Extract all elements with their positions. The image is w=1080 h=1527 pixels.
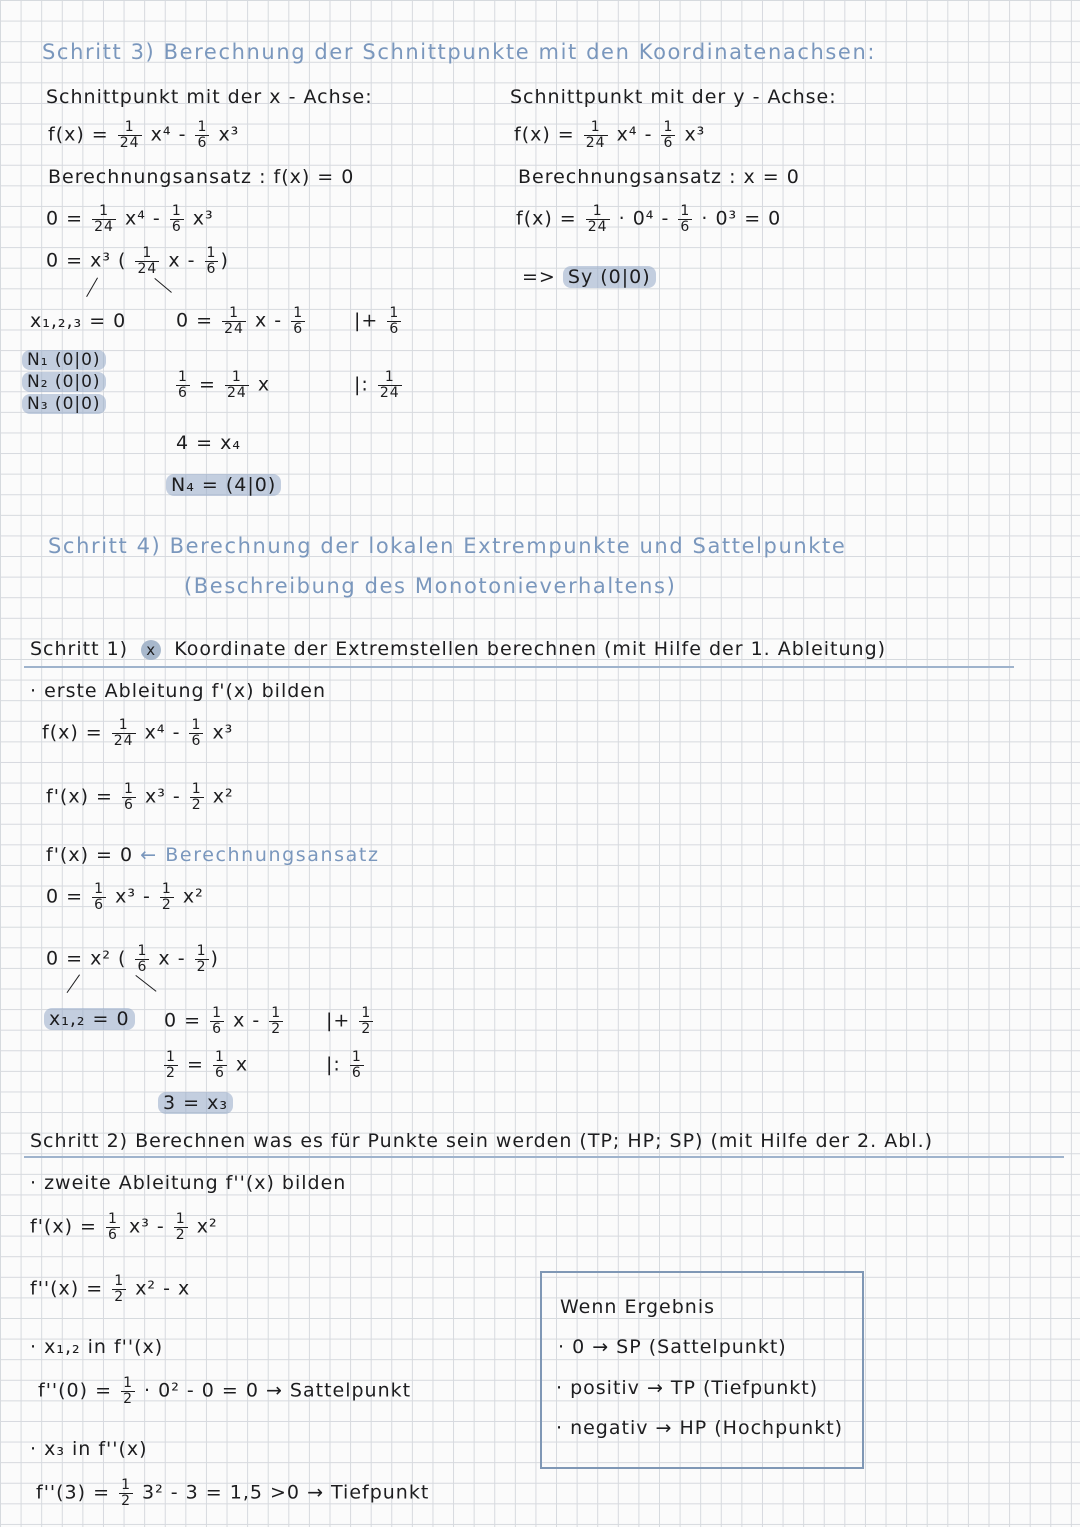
substep1-zero-equation: 0 = $\frac{1}{6}$ x³ - $\frac{1}{2}$ x² [46, 881, 204, 913]
branch-line-left-2 [67, 974, 80, 993]
substep1-solution-x3: 3 = x₃ [158, 1094, 233, 1113]
legend-item-saddle: · 0 → SP (Sattelpunkt) [558, 1336, 787, 1358]
legend-item-maximum: · negativ → HP (Hochpunkt) [556, 1417, 844, 1439]
substep2-heading: Schritt 2) Berechnen was es für Punkte sein werden (TP; HP; SP) (mit Hilfe der 2. Abl.) [30, 1130, 934, 1152]
substep1-operation-divide: |: $\frac{1}{6}$ [326, 1049, 362, 1081]
divider-substep1 [24, 666, 1014, 668]
x-axis-root-triple: x₁,₂,₃ = 0 [30, 310, 127, 332]
branch-line-left [86, 278, 98, 298]
root-n1: N₁ (0|0) [22, 352, 106, 369]
substep2-second-derivative: f''(x) = $\frac{1}{2}$ x² - x [30, 1273, 191, 1305]
x-axis-ansatz: Berechnungsansatz : f(x) = 0 [48, 166, 355, 188]
substep1-linear-equation: 0 = $\frac{1}{6}$ x - $\frac{1}{2}$ [164, 1005, 282, 1037]
step4-subheading: (Beschreibung des Monotonieverhaltens) [184, 574, 677, 598]
substep2-f-of-zero: f''(0) = $\frac{1}{2}$ · 0² - 0 = 0 → Sattelpunkt [38, 1375, 412, 1407]
x-mark-icon: x [141, 640, 161, 660]
step3-heading: Schritt 3) Berechnung der Schnittpunkte mit den Koordinatenachsen: [42, 40, 877, 64]
legend-item-minimum: · positiv → TP (Tiefpunkt) [556, 1377, 819, 1399]
substep2-x12-in: · x₁,₂ in f''(x) [30, 1336, 164, 1358]
step4-heading: Schritt 4) Berechnung der lokalen Extrempunkte und Sattelpunkte [48, 534, 847, 558]
substep1-function: f(x) = $\frac{1}{24}$ x⁴ - $\frac{1}{6}$ x³ [42, 717, 234, 749]
x-axis-factored-equation: 0 = x³ ( $\frac{1}{24}$ x - $\frac{1}{6}$ ) [46, 245, 229, 277]
y-axis-evaluation: f(x) = $\frac{1}{24}$ · 0⁴ - $\frac{1}{6}$ · 0³ = 0 [516, 203, 782, 235]
x-axis-zero-equation: 0 = $\frac{1}{24}$ x⁴ - $\frac{1}{6}$ x³ [46, 203, 214, 235]
y-axis-function: f(x) = $\frac{1}{24}$ x⁴ - $\frac{1}{6}$ x³ [514, 119, 706, 151]
y-axis-title: Schnittpunkt mit der y - Achse: [510, 86, 837, 108]
substep1-operation-add: |+ $\frac{1}{2}$ [326, 1005, 372, 1037]
substep1-heading: Schritt 1) x Koordinate der Extremstellen berechnen (mit Hilfe der 1. Ableitung) [30, 638, 887, 660]
root-n3: N₃ (0|0) [22, 396, 106, 413]
x-axis-linear-equation: 0 = $\frac{1}{24}$ x - $\frac{1}{6}$ [176, 305, 304, 337]
root-n4: N₄ = (4|0) [166, 476, 281, 495]
substep1-ansatz: f'(x) = 0 ← Berechnungsansatz [46, 844, 380, 866]
substep1-root-double: x₁,₂ = 0 [44, 1010, 135, 1029]
y-axis-ansatz: Berechnungsansatz : x = 0 [518, 166, 800, 188]
x-axis-solution-x4: 4 = x₄ [176, 432, 241, 454]
substep2-x3-in: · x₃ in f''(x) [30, 1438, 148, 1460]
substep2-first-derivative: f'(x) = $\frac{1}{6}$ x³ - $\frac{1}{2}$ x² [30, 1211, 218, 1243]
divider-substep2 [24, 1156, 1064, 1158]
root-n2: N₂ (0|0) [22, 374, 106, 391]
x-axis-rearranged-equation: $\frac{1}{6}$ = $\frac{1}{24}$ x [178, 369, 271, 401]
x-axis-operation-divide: |: $\frac{1}{24}$ [354, 369, 400, 401]
x-axis-operation-add: |+ $\frac{1}{6}$ [354, 305, 400, 337]
substep1-factored-equation: 0 = x² ( $\frac{1}{6}$ x - $\frac{1}{2}$ ) [46, 943, 219, 975]
branch-line-right [154, 278, 171, 293]
substep2-f-of-three: f''(3) = $\frac{1}{2}$ 3² - 3 = 1,5 >0 → Tiefpunkt [36, 1477, 430, 1509]
y-axis-intercept: => Sy (0|0) [522, 268, 656, 287]
substep1-derivative: f'(x) = $\frac{1}{6}$ x³ - $\frac{1}{2}$ x² [46, 781, 234, 813]
x-axis-title: Schnittpunkt mit der x - Achse: [46, 86, 373, 108]
legend-title: Wenn Ergebnis [560, 1296, 715, 1318]
substep1-bullet: · erste Ableitung f'(x) bilden [30, 680, 327, 702]
x-axis-function: f(x) = $\frac{1}{24}$ x⁴ - $\frac{1}{6}$ x³ [48, 119, 240, 151]
substep1-rearranged-equation: $\frac{1}{2}$ = $\frac{1}{6}$ x [166, 1049, 249, 1081]
substep2-bullet: · zweite Ableitung f''(x) bilden [30, 1172, 347, 1194]
branch-line-right-2 [135, 975, 156, 992]
